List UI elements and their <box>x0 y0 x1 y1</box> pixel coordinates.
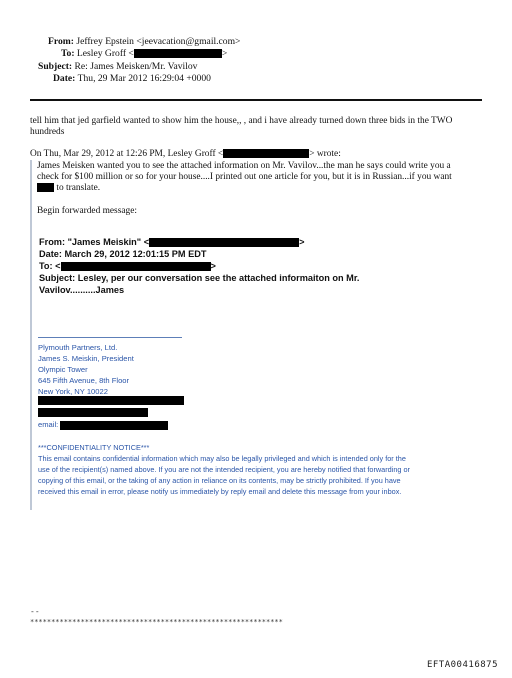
header-date <box>53 73 211 85</box>
fwd-subject-line-2: Vavilov..........James <box>39 285 125 295</box>
from-label: From: <box>48 36 74 47</box>
date-value: Thu, 29 Mar 2012 16:29:04 +0000 <box>77 73 211 84</box>
signature-divider <box>38 337 182 338</box>
notice-line-4: received this email in error, please notify us immediately by reply email and delete this message from your inbox. <box>38 487 402 496</box>
quote-line-3-text: to translate. <box>56 183 101 193</box>
subject-label: Subject: <box>38 61 73 72</box>
header-from <box>48 36 240 48</box>
quote-bar <box>30 160 32 510</box>
redaction-block <box>38 396 184 405</box>
to-label: To: <box>61 48 75 59</box>
attribution-suffix: > wrote: <box>309 149 341 159</box>
signature-building: Olympic Tower <box>38 365 88 374</box>
body-line-1: tell him that jed garfield wanted to show him the house,, , and i have already turned down three bids in the TWO <box>30 116 453 126</box>
signature-name: James S. Meiskin, President <box>38 354 134 363</box>
fwd-date: Date: March 29, 2012 12:01:15 PM EDT <box>39 249 207 259</box>
notice-line-2: use of the recipient(s) named above. If you are not the intended recipient, you are hereby notified that forwarding or <box>38 465 410 474</box>
begin-forwarded: Begin forwarded message: <box>37 206 137 216</box>
header-to <box>61 48 227 60</box>
date-label: Date: <box>53 73 76 84</box>
fwd-to-suffix: > <box>210 261 216 271</box>
redaction-block <box>61 262 211 271</box>
signature-company: Plymouth Partners, Ltd. <box>38 343 118 352</box>
redaction-block <box>38 408 148 417</box>
redaction-block <box>60 421 168 430</box>
quote-line-1: James Meisken wanted you to see the attached information on Mr. Vavilov...the man he says could write you a <box>37 161 451 171</box>
fwd-from-prefix: From: "James Meiskin" < <box>39 237 150 247</box>
redaction-block <box>223 149 309 158</box>
notice-line-3: copying of this email, or the taking of any action in reliance on its contents, may be strictly prohibited. If you have <box>38 476 401 485</box>
fwd-to-prefix: To: < <box>39 261 61 271</box>
quote-attribution <box>30 149 341 160</box>
fwd-from-suffix: > <box>299 237 305 247</box>
subject-value: Re: James Meisken/Mr. Vavilov <box>74 61 198 72</box>
footer-dashes: -- <box>30 607 40 616</box>
body-line-2: hundreds <box>30 127 65 137</box>
quote-line-2: check for $100 million or so for your house....I printed out one article for you, but it is in Russian...if you want <box>37 172 452 182</box>
from-value: Jeffrey Epstein <jeevacation@gmail.com> <box>76 36 241 47</box>
redaction-block <box>134 49 222 58</box>
to-value-suffix: > <box>221 48 228 59</box>
quote-line-3 <box>37 183 100 194</box>
redaction-block <box>149 238 299 247</box>
notice-title: ***CONFIDENTIALITY NOTICE*** <box>38 443 150 452</box>
notice-line-1: This email contains confidential information which may also be legally privileged and which is intended only for the <box>38 454 406 463</box>
bates-number: EFTA00416875 <box>426 660 498 670</box>
fwd-to <box>39 261 216 272</box>
to-value-prefix: Lesley Groff < <box>76 48 134 59</box>
header-divider <box>30 99 482 101</box>
signature-email <box>38 419 168 430</box>
email-label: email: <box>38 420 59 429</box>
header-subject <box>38 61 197 73</box>
fwd-from <box>39 237 304 248</box>
footer-stars: ************************************************************ <box>30 618 283 626</box>
signature-street: 645 Fifth Avenue, 8th Floor <box>38 376 130 385</box>
redaction-block <box>37 183 54 192</box>
attribution-prefix: On Thu, Mar 29, 2012 at 12:26 PM, Lesley Groff < <box>30 149 224 159</box>
fwd-subject-line-1: Subject: Lesley, per our conversation see the attached informaiton on Mr. <box>39 273 360 283</box>
signature-city: New York, NY 10022 <box>38 387 108 396</box>
